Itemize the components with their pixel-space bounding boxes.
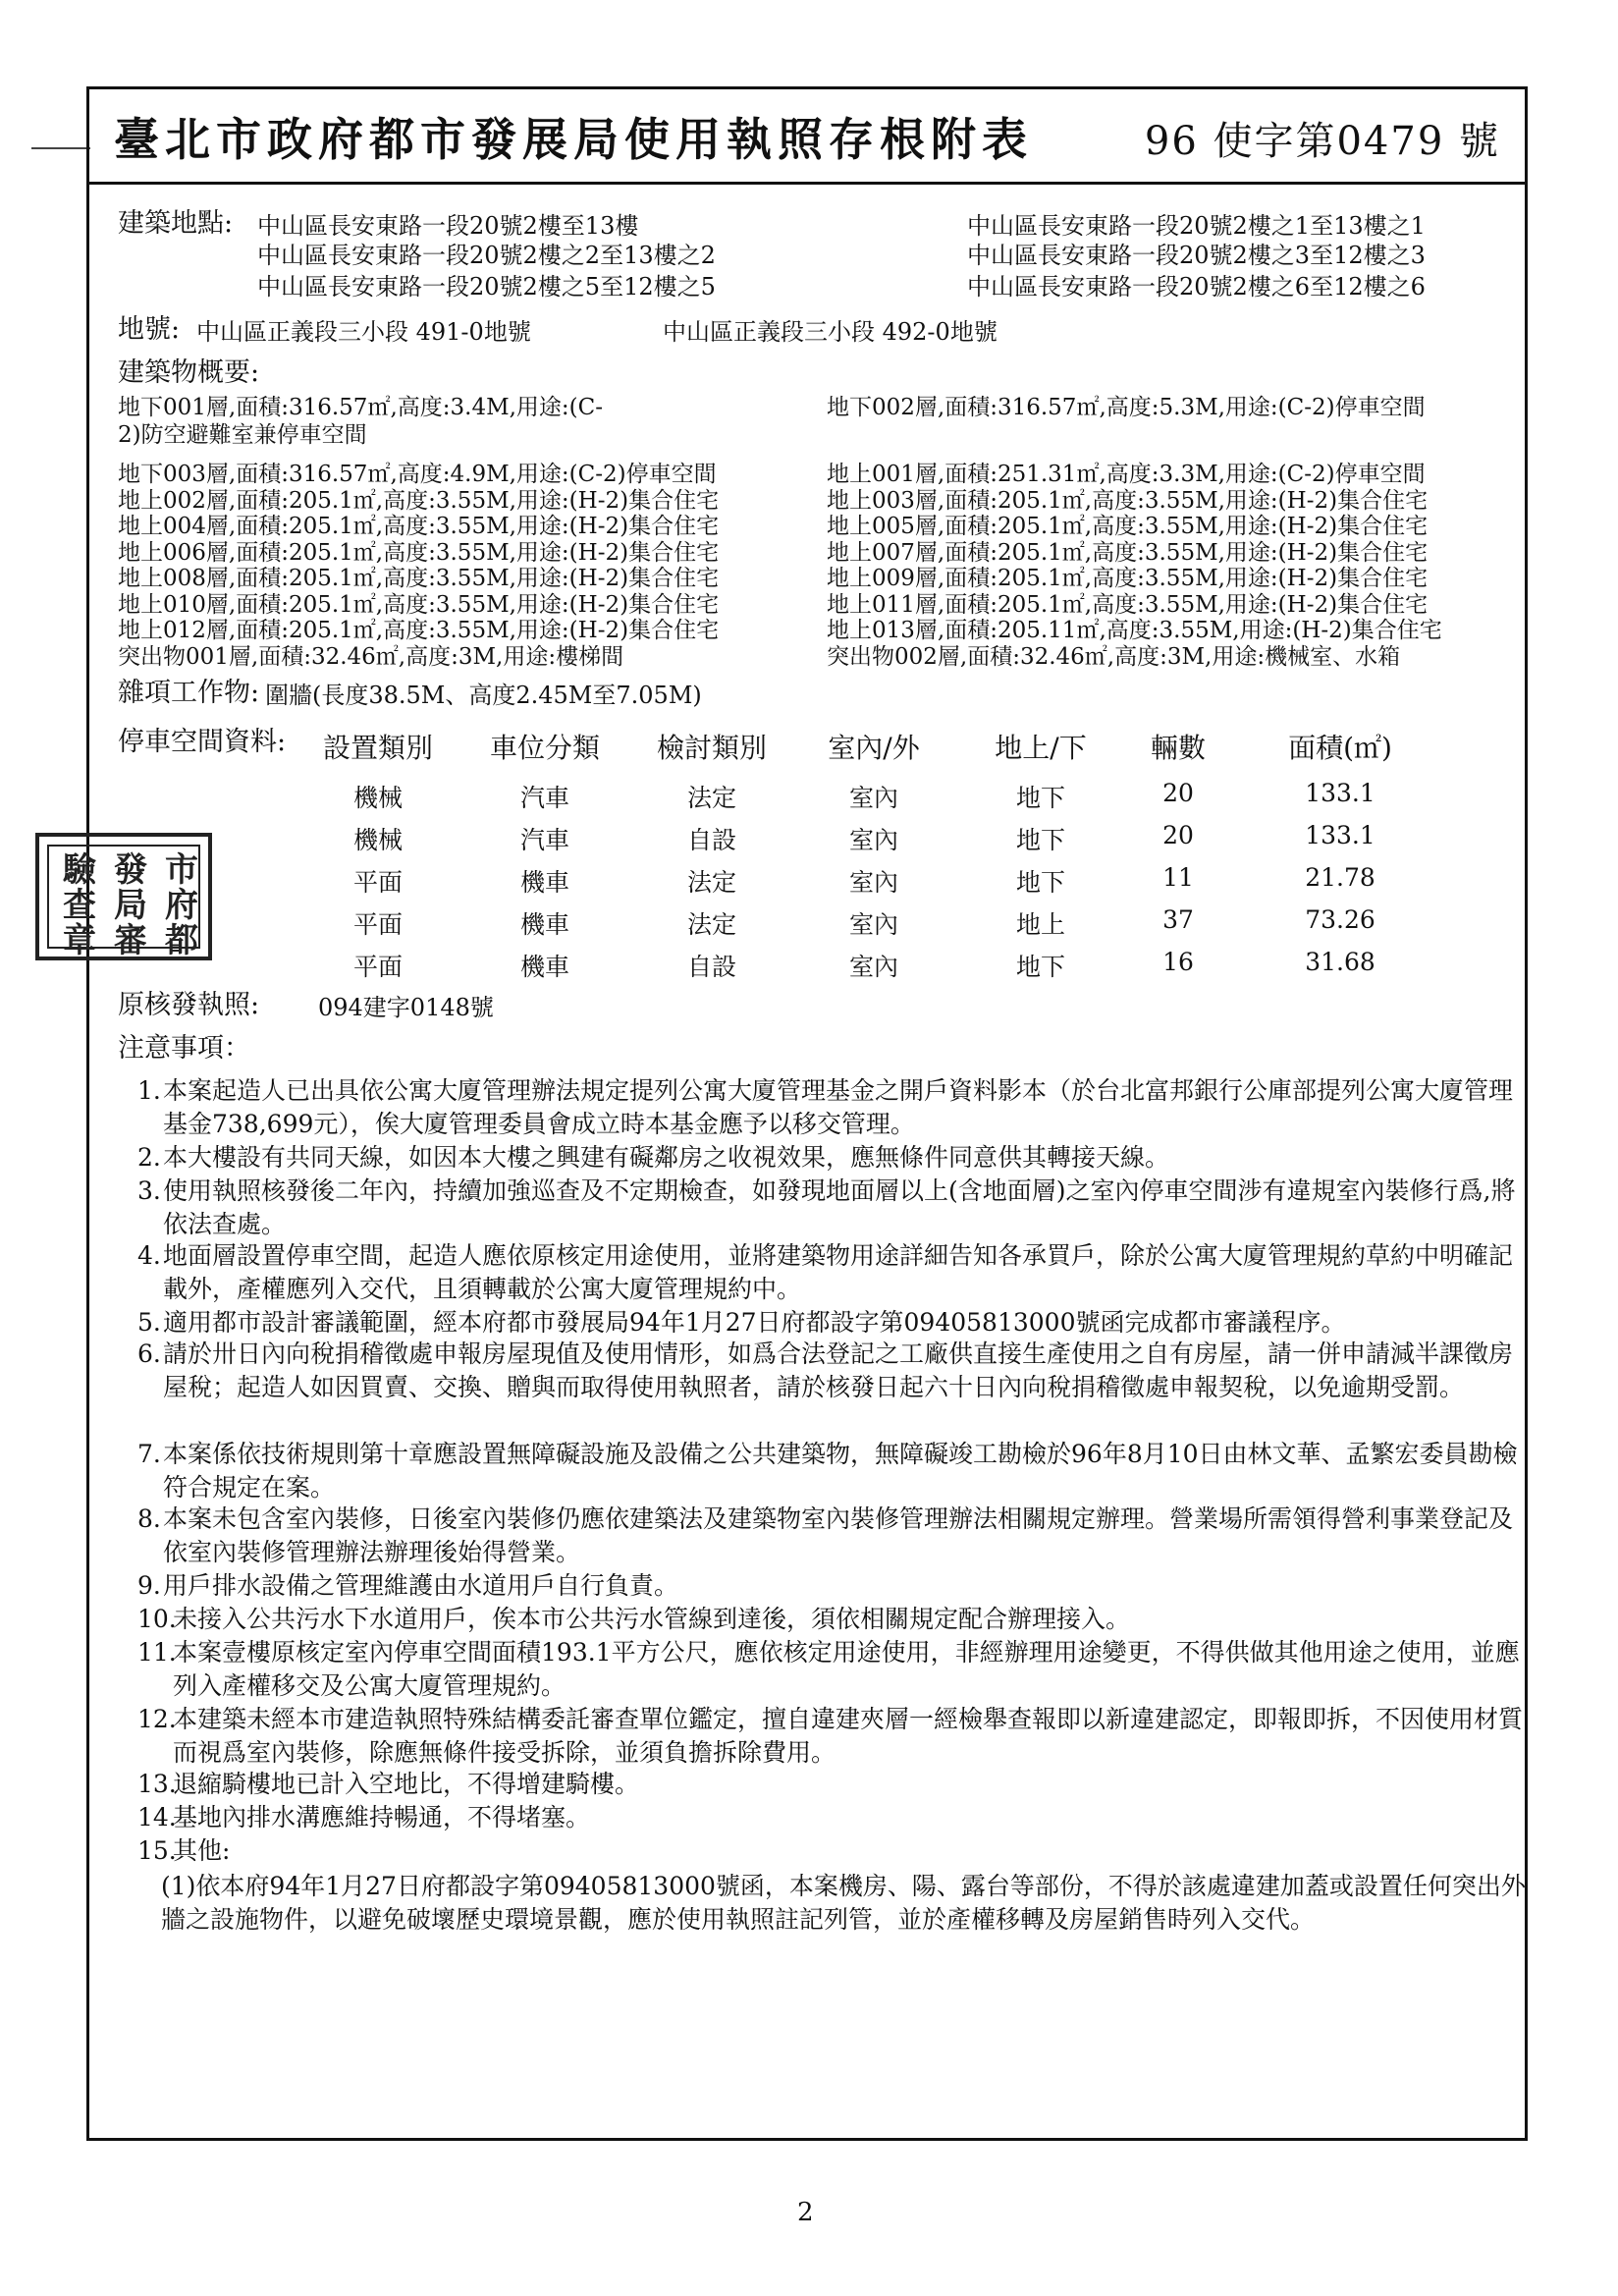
parking-cell: 機械 xyxy=(352,784,403,812)
parking-header-2: 車位分類 xyxy=(489,732,600,764)
address-right-1: 中山區長安東路一段20號2樓之1至13樓之1 xyxy=(967,212,1426,240)
note-item xyxy=(137,1768,1532,1801)
note-item xyxy=(137,1703,1532,1770)
page-number: 2 xyxy=(797,2198,814,2227)
note-text: 基地內排水溝應維持暢通，不得堵塞。 xyxy=(173,1803,591,1831)
parking-cell: 室內 xyxy=(848,784,898,812)
note-text: 本案起造人已出具依公寓大廈管理辦法規定提列公寓大廈管理基金之開戶資料影本（於台北富邦銀行公庫部提列公寓大廈管理基金738,699元），俟大廈管理委員會成立時本基金應予以移交管理。 xyxy=(163,1076,1514,1138)
parking-cell: 汽車 xyxy=(519,826,569,854)
floor-left-6: 地上010層,面積:205.1㎡,高度:3.55M,用途:(H-2)集合住宅 xyxy=(118,591,720,618)
floor-left-2: 地上002層,面積:205.1㎡,高度:3.55M,用途:(H-2)集合住宅 xyxy=(118,487,720,514)
parking-cell: 室內 xyxy=(848,953,898,981)
floor-right-3: 地上005層,面積:205.1㎡,高度:3.55M,用途:(H-2)集合住宅 xyxy=(827,514,1429,539)
note-number: 4. xyxy=(137,1241,161,1270)
note-item xyxy=(137,1834,1532,1868)
seal-char: 章 xyxy=(63,921,96,960)
address-label: 建築地點: xyxy=(118,208,234,239)
note-text: 用戶排水設備之管理維護由水道用戶自行負責。 xyxy=(163,1571,679,1600)
seal-char: 發 xyxy=(114,850,147,890)
parking-header-3: 檢討類別 xyxy=(656,732,767,764)
note-item xyxy=(137,1636,1532,1703)
note-number: 15. xyxy=(137,1836,177,1865)
note-number: 13. xyxy=(137,1770,177,1798)
parking-cell: 地下 xyxy=(1015,784,1065,812)
note-item xyxy=(137,1503,1532,1569)
parking-cell: 法定 xyxy=(686,784,736,812)
note-item xyxy=(137,1603,1532,1636)
note-item xyxy=(137,1438,1532,1504)
note-text: 本案未包含室內裝修，日後室內裝修仍應依建築法及建築物室內裝修管理辦法相關規定辦理。營業場所需領得營利事業登記及依室內裝修管理辦法辦理後始得營業。 xyxy=(163,1504,1514,1566)
parking-cell: 73.26 xyxy=(1305,905,1375,934)
floor-right-4: 地上007層,面積:205.1㎡,高度:3.55M,用途:(H-2)集合住宅 xyxy=(827,539,1429,566)
note-item xyxy=(137,1338,1532,1404)
parking-cell: 法定 xyxy=(686,910,736,939)
floor-right-5: 地上009層,面積:205.1㎡,高度:3.55M,用途:(H-2)集合住宅 xyxy=(827,566,1429,591)
parking-header-5: 地上/下 xyxy=(995,732,1087,764)
note-number: 8. xyxy=(137,1504,161,1533)
b2-line: 地下002層,面積:316.57㎡,高度:5.3M,用途:(C-2)停車空間 xyxy=(827,395,1426,420)
parking-cell: 11 xyxy=(1162,863,1194,892)
note-text: 請於卅日內向稅捐稽徵處申報房屋現值及使用情形，如爲合法登記之工廠供直接生產使用之自有房屋，請一併申請減半課徵房屋稅；起造人如因買賣、交換、贈與而取得使用執照者，請於核發日起六十日內向稅捐稽徵處申報契稅，以免逾期受罰。 xyxy=(163,1339,1514,1401)
misc-label: 雜項工作物: xyxy=(118,678,260,708)
seal-char: 市 xyxy=(165,850,198,890)
parking-cell: 平面 xyxy=(352,868,403,897)
parking-cell: 室內 xyxy=(848,910,898,939)
note-text: 退縮騎樓地已計入空地比，不得增建騎樓。 xyxy=(173,1770,640,1798)
parking-cell: 20 xyxy=(1162,821,1194,849)
lot-label: 地號: xyxy=(118,314,181,345)
note-number: 5. xyxy=(137,1308,161,1337)
floor-right-6: 地上011層,面積:205.1㎡,高度:3.55M,用途:(H-2)集合住宅 xyxy=(827,591,1429,618)
parking-cell: 自設 xyxy=(686,953,736,981)
lot-left: 中山區正義段三小段 491-0地號 xyxy=(196,318,531,346)
note-item xyxy=(137,1239,1532,1306)
floor-left-8: 突出物001層,面積:32.46㎡,高度:3M,用途:樓梯間 xyxy=(118,643,624,670)
lot-right: 中山區正義段三小段 492-0地號 xyxy=(663,318,998,346)
parking-cell: 16 xyxy=(1162,948,1194,976)
seal-char: 驗 xyxy=(63,850,96,890)
note-text: 本案壹樓原核定室內停車空間面積193.1平方公尺，應依核定用途使用，非經辦理用途變更，不得供做其他用途之使用，並應列入產權移交及公寓大廈管理規約。 xyxy=(173,1638,1520,1700)
parking-header-4: 室內/外 xyxy=(828,732,920,764)
floor-left-3: 地上004層,面積:205.1㎡,高度:3.55M,用途:(H-2)集合住宅 xyxy=(118,514,720,539)
note-text: 其他: xyxy=(173,1836,231,1865)
parking-cell: 汽車 xyxy=(519,784,569,812)
seal-char: 審 xyxy=(114,921,147,960)
parking-cell: 20 xyxy=(1162,779,1194,807)
parking-cell: 機械 xyxy=(352,826,403,854)
note-number: 1. xyxy=(137,1076,161,1105)
parking-cell: 地下 xyxy=(1015,953,1065,981)
parking-cell: 133.1 xyxy=(1305,779,1375,807)
notes-label: 注意事項： xyxy=(118,1033,250,1064)
parking-header-1: 設置類別 xyxy=(322,732,433,764)
parking-cell: 地上 xyxy=(1015,910,1065,939)
note-text: 未接入公共污水下水道用戶，俟本市公共污水管線到達後，須依相關規定配合辦理接入。 xyxy=(173,1605,1131,1633)
address-left-2: 中山區長安東路一段20號2樓之2至13樓之2 xyxy=(257,242,716,269)
address-right-3: 中山區長安東路一段20號2樓之6至12樓之6 xyxy=(967,273,1426,301)
parking-cell: 37 xyxy=(1162,905,1194,934)
seal-char: 查 xyxy=(63,886,96,925)
parking-cell: 自設 xyxy=(686,826,736,854)
note-number: 10. xyxy=(137,1605,177,1633)
note-item xyxy=(137,1141,1532,1175)
seal-char: 都 xyxy=(165,921,198,960)
floor-right-7: 地上013層,面積:205.11㎡,高度:3.55M,用途:(H-2)集合住宅 xyxy=(827,618,1442,643)
original-value: 094建字0148號 xyxy=(318,994,494,1021)
note-item xyxy=(137,1801,1532,1834)
note-number: 7. xyxy=(137,1440,161,1468)
note-text: 地面層設置停車空間，起造人應依原核定用途使用，並將建築物用途詳細告知各承買戶，除於公寓大廈管理規約草約中明確記載外，產權應列入交代，且須轉載於公寓大廈管理規約中。 xyxy=(163,1241,1514,1303)
b1-line-a: 地下001層,面積:316.57㎡,高度:3.4M,用途:(C- xyxy=(118,395,604,420)
note-sub-item: (1)依本府94年1月27日府都設字第09405813000號函，本案機房、陽、露台等部份，不得於該處違建加蓋或設置任何突出外牆之設施物件，以避免破壞歷史環境景觀，應於使用執照註記列管，並於產權移轉及房屋銷售時列入交代。 xyxy=(161,1872,1526,1934)
title-bar xyxy=(86,86,1528,185)
note-item xyxy=(137,1569,1532,1603)
parking-cell: 31.68 xyxy=(1305,948,1375,976)
note-number: 12. xyxy=(137,1705,177,1733)
parking-label: 停車空間資料: xyxy=(118,727,287,757)
note-item xyxy=(137,1074,1532,1141)
scan-mark xyxy=(31,147,90,149)
original-label: 原核發執照: xyxy=(118,990,260,1020)
note-number: 9. xyxy=(137,1571,161,1600)
permit-number: 96 使字第0479 號 xyxy=(1144,119,1500,164)
floor-left-4: 地上006層,面積:205.1㎡,高度:3.55M,用途:(H-2)集合住宅 xyxy=(118,539,720,566)
note-text: 本案係依技術規則第十章應設置無障礙設施及設備之公共建築物，無障礙竣工勘檢於96年8月10日由林文華、孟繁宏委員勘檢符合規定在案。 xyxy=(163,1440,1518,1502)
parking-cell: 21.78 xyxy=(1305,863,1375,892)
parking-cell: 室內 xyxy=(848,826,898,854)
note-number: 14. xyxy=(137,1803,177,1831)
floor-right-1: 地上001層,面積:251.31㎡,高度:3.3M,用途:(C-2)停車空間 xyxy=(827,462,1426,487)
parking-cell: 地下 xyxy=(1015,868,1065,897)
parking-cell: 法定 xyxy=(686,868,736,897)
official-seal xyxy=(35,833,212,960)
note-item xyxy=(137,1175,1532,1241)
parking-cell: 平面 xyxy=(352,953,403,981)
note-number: 2. xyxy=(137,1143,161,1172)
floor-left-1: 地下003層,面積:316.57㎡,高度:4.9M,用途:(C-2)停車空間 xyxy=(118,462,717,487)
note-number: 6. xyxy=(137,1339,161,1368)
misc-value: 圍牆(長度38.5M、高度2.45M至7.05M) xyxy=(265,682,702,709)
parking-cell: 機車 xyxy=(519,910,569,939)
b1-line-b: 2)防空避難室兼停車空間 xyxy=(118,422,367,448)
address-left-1: 中山區長安東路一段20號2樓至13樓 xyxy=(257,212,639,240)
address-right-2: 中山區長安東路一段20號2樓之3至12樓之3 xyxy=(967,242,1426,269)
document-title: 臺北市政府都市發展局使用執照存根附表 xyxy=(114,113,1033,166)
note-text: 本大樓設有共同天線，如因本大樓之興建有礙鄰房之收視效果，應無條件同意供其轉接天線。 xyxy=(163,1143,1170,1172)
note-number: 11. xyxy=(137,1638,177,1667)
floor-left-7: 地上012層,面積:205.1㎡,高度:3.55M,用途:(H-2)集合住宅 xyxy=(118,618,720,643)
parking-header-7: 面積(㎡) xyxy=(1288,732,1392,764)
parking-cell: 133.1 xyxy=(1305,821,1375,849)
seal-char: 府 xyxy=(165,886,198,925)
note-item xyxy=(137,1306,1532,1339)
floor-right-8: 突出物002層,面積:32.46㎡,高度:3M,用途:機械室、水箱 xyxy=(827,643,1401,670)
seal-char: 局 xyxy=(114,886,147,925)
parking-header-6: 輛數 xyxy=(1150,732,1206,764)
floor-right-2: 地上003層,面積:205.1㎡,高度:3.55M,用途:(H-2)集合住宅 xyxy=(827,487,1429,514)
note-number: 3. xyxy=(137,1176,161,1205)
parking-cell: 機車 xyxy=(519,953,569,981)
note-text: 使用執照核發後二年內，持續加強巡查及不定期檢查，如發現地面層以上(含地面層)之室內停車空間涉有違規室內裝修行爲,將依法查處。 xyxy=(163,1176,1516,1238)
parking-cell: 機車 xyxy=(519,868,569,897)
parking-cell: 室內 xyxy=(848,868,898,897)
note-text: 本建築未經本市建造執照特殊結構委託審查單位鑑定，擅自違建夾層一經檢舉查報即以新違建認定，即報即拆，不因使用材質而視爲室內裝修，除應無條件接受拆除，並須負擔拆除費用。 xyxy=(173,1705,1524,1767)
parking-cell: 地下 xyxy=(1015,826,1065,854)
note-text: 適用都市設計審議範圍，經本府都市發展局94年1月27日府都設字第09405813000號函完成都市審議程序。 xyxy=(163,1308,1346,1337)
floor-left-5: 地上008層,面積:205.1㎡,高度:3.55M,用途:(H-2)集合住宅 xyxy=(118,566,720,591)
parking-cell: 平面 xyxy=(352,910,403,939)
building-label: 建築物概要: xyxy=(118,357,260,388)
address-left-3: 中山區長安東路一段20號2樓之5至12樓之5 xyxy=(257,273,716,301)
